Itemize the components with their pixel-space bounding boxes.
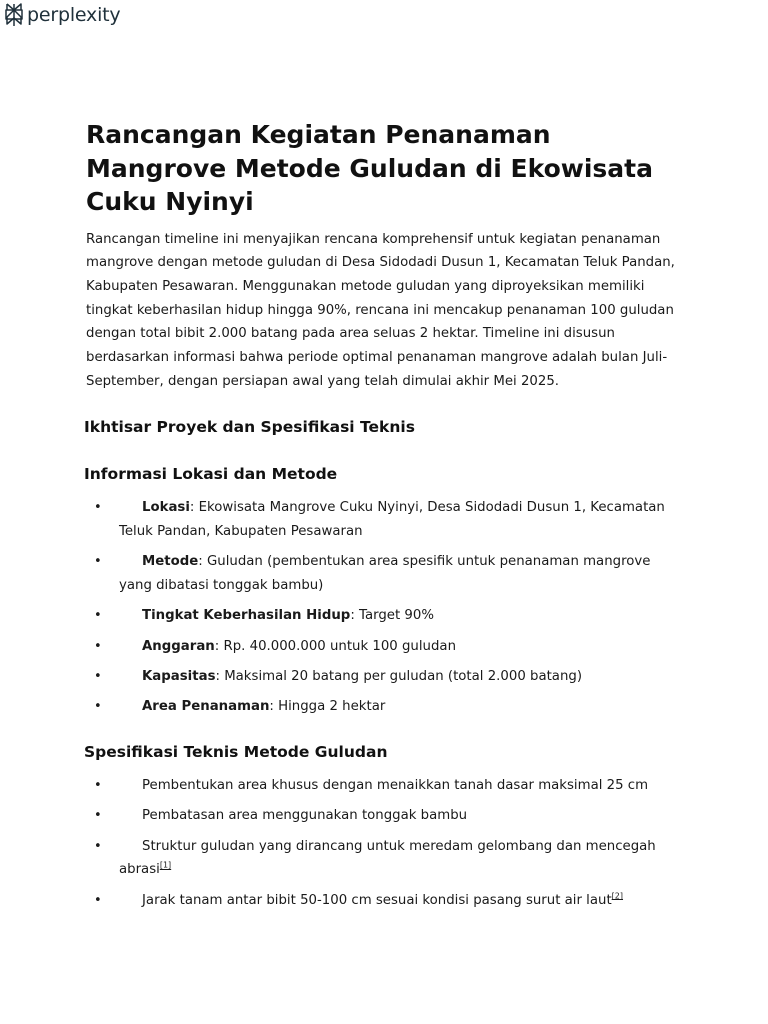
item-label: Anggaran (142, 638, 215, 654)
item-text: : Target 90% (350, 608, 434, 624)
list-item (86, 635, 686, 659)
list-item (86, 695, 686, 719)
item-label: Tingkat Keberhasilan Hidup (142, 608, 351, 624)
list-item (86, 804, 686, 828)
perplexity-logo-icon (4, 2, 24, 28)
intro-paragraph: Rancangan timeline ini menyajikan rencana komprehensif untuk kegiatan penanaman mangrove dengan metode guludan di Desa Sidodadi Dusun 1, Kecamatan Teluk Pandan, Kabupaten Pesawaran. Menggunakan metode guludan yang diproyeksikan memiliki tingkat keberhasilan hidup hingga 90%, rencana ini mencakup penanaman 100 guludan dengan total bibit 2.000 batang pada area seluas 2 hektar. Timeline ini disusun berdasarkan informasi bahwa periode optimal penanaman mangrove adalah bulan Juli-September, dengan persiapan awal yang telah dimulai akhir Mei 2025. (86, 231, 675, 389)
item-text: Struktur guludan yang dirancang untuk meredam gelombang dan mencegah abrasi (119, 838, 656, 878)
citation-link[interactable]: [2] (611, 891, 624, 901)
brand-header[interactable] (4, 2, 120, 28)
item-text: : Maksimal 20 batang per guludan (total 2.000 batang) (215, 669, 583, 685)
list-item (86, 835, 686, 882)
list-item (86, 665, 686, 689)
location-method-list (86, 496, 686, 719)
item-text: Jarak tanam antar bibit 50-100 cm sesuai kondisi pasang surut air laut (142, 892, 612, 908)
item-text: : Ekowisata Mangrove Cuku Nyinyi, Desa Sidodadi Dusun 1, Kecamatan Teluk Pandan, Kabupaten Pesawaran (119, 500, 665, 540)
list-item (86, 604, 686, 628)
item-label: Lokasi (142, 500, 190, 516)
list-item (86, 496, 686, 543)
item-text: : Rp. 40.000.000 untuk 100 guludan (214, 638, 456, 654)
brand-name: perplexity (27, 4, 121, 26)
item-text: : Hingga 2 hektar (269, 699, 386, 715)
spec-list (86, 774, 686, 912)
item-text: Pembatasan area menggunakan tonggak bambu (142, 808, 468, 824)
item-text: Pembentukan area khusus dengan menaikkan tanah dasar maksimal 25 cm (142, 778, 649, 794)
spec-heading: Spesifikasi Teknis Metode Guludan (84, 743, 388, 762)
document-body (86, 118, 686, 919)
item-label: Metode (142, 554, 199, 570)
list-item (86, 550, 686, 597)
list-item (86, 889, 686, 913)
location-method-heading: Informasi Lokasi dan Metode (84, 465, 338, 484)
page-title: Rancangan Kegiatan Penanaman Mangrove Metode Guludan di Ekowisata Cuku Nyinyi (86, 120, 653, 216)
item-label: Kapasitas (142, 669, 216, 685)
list-item (86, 774, 686, 798)
section-heading: Ikhtisar Proyek dan Spesifikasi Teknis (84, 418, 415, 437)
item-label: Area Penanaman (142, 699, 270, 715)
citation-link[interactable]: [1] (159, 860, 172, 870)
item-text: : Guludan (pembentukan area spesifik untuk penanaman mangrove yang dibatasi tonggak bambu) (119, 554, 651, 594)
